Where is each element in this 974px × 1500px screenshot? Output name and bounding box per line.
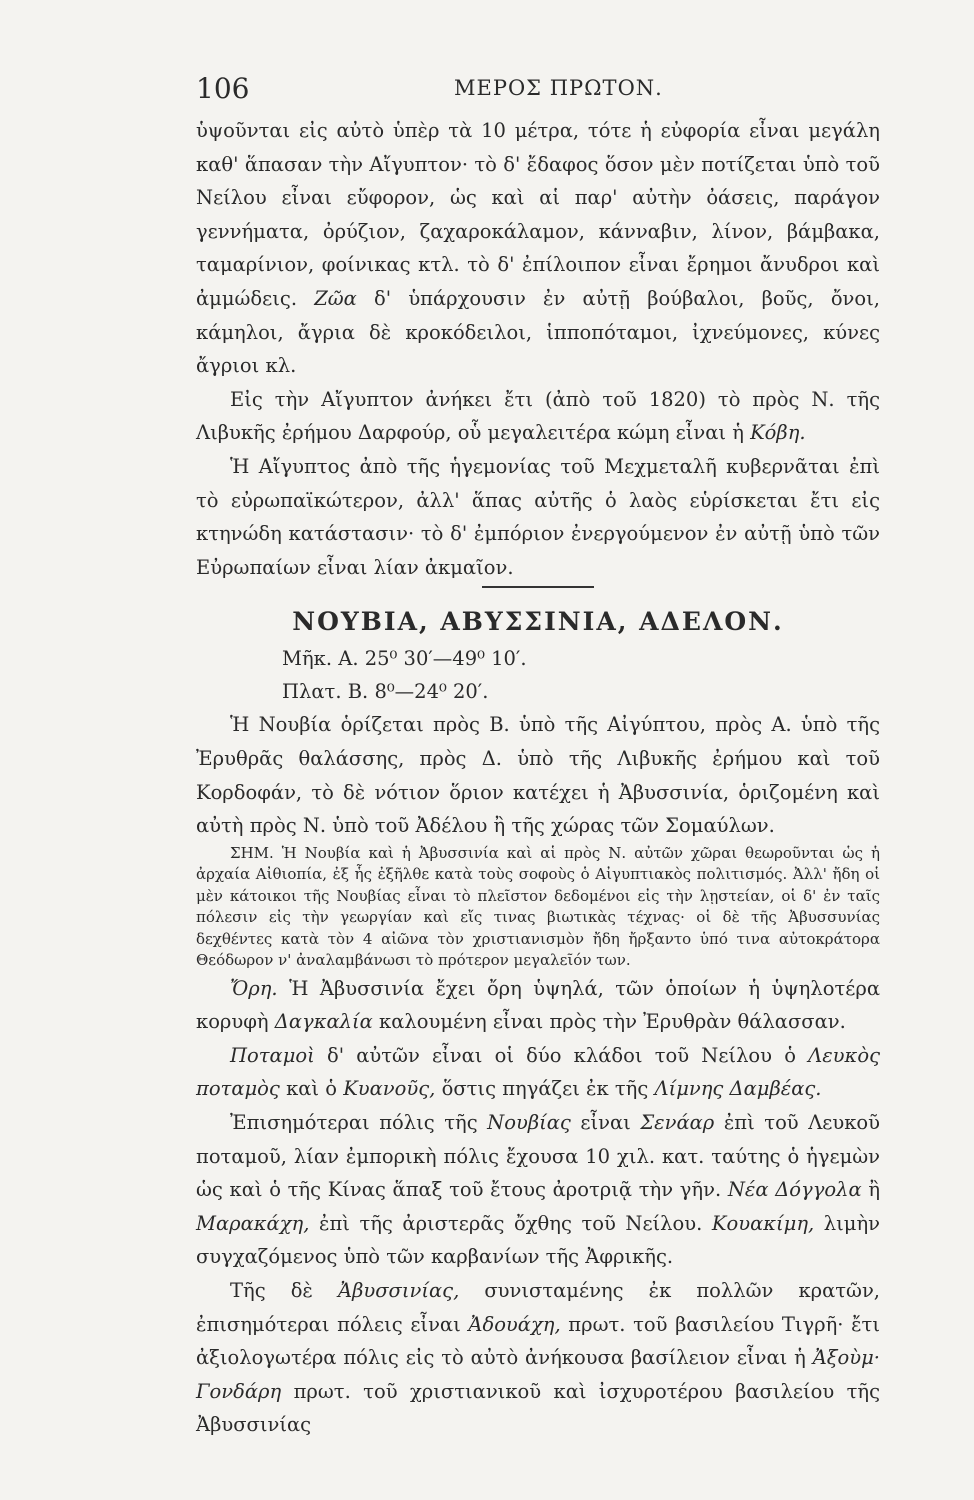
- section-divider: [482, 586, 594, 588]
- running-title: ΜΕΡΟΣ ΠΡΩΤΟΝ.: [454, 76, 663, 100]
- latitude-line: Πλατ. Β. 8⁰—24⁰ 20′.: [282, 680, 489, 704]
- paragraph: ὑψοῦνται εἰς αὐτὸ ὑπὲρ τὰ 10 μέτρα, τότε ἡ εὐφορία εἶναι μεγάλη καθ' ἅπασαν τὴν Αἴγυπτον· τὸ δ' ἔδαφος ὅσον μὲν ποτίζεται ὑπὸ τοῦ Νείλου εἶναι εὔφορον, ὡς καὶ αἱ παρ' αὐτὴν ὀάσεις, παράγον γεννήματα, ὀρύζιον, ζαχαροκάλαμον, κάνναβιν, λίνον, βάμβακα, ταμαρίνιον, φοίνικας κτλ. τὸ δ' ἐπίλοιπον εἶναι ἔρημοι ἄνυδροι καὶ ἀμμώδεις. Ζῶα δ' ὑπάρχουσιν ἐν αὐτῇ βούβαλοι, βοῦς, ὄνοι, κάμηλοι, ἄγρια δὲ κροκόδειλοι, ἱπποπόταμοι, ἰχνεύμονες, κύνες ἄγριοι κλ.: [196, 119, 880, 378]
- paragraph: Ὄρη. Ἡ Ἀβυσσινία ἔχει ὄρη ὑψηλά, τῶν ὁποίων ἡ ὑψηλοτέρα κορυφὴ Δαγκαλία καλουμένη εἶναι πρὸς τὴν Ἐρυθρὰν θάλασσαν.: [196, 976, 880, 1034]
- paragraph: Ἡ Νουβία ὁρίζεται πρὸς Β. ὑπὸ τῆς Αἰγύπτου, πρὸς Α. ὑπὸ τῆς Ἐρυθρᾶς θαλάσσης, πρὸς Δ. ὑπὸ τῆς Λιβυκῆς ἐρήμου καὶ τοῦ Κορδοφάν, τὸ δὲ νότιον ὅριον κατέχει ἡ Ἀβυσσινία, ὁριζομένη καὶ αὐτὴ πρὸς Ν. ὑπὸ τοῦ Ἀδέλου ἢ τῆς χώρας τῶν Σομαύλων.: [196, 713, 880, 838]
- section-heading: ΝΟΥΒΙΑ, ΑΒΥΣΣΙΝΙΑ, ΑΔΕΛΟΝ.: [292, 607, 784, 637]
- longitude-line: Μῆκ. Α. 25⁰ 30′—49⁰ 10′.: [282, 647, 527, 671]
- paragraph: Ἡ Αἴγυπτος ἀπὸ τῆς ἡγεμονίας τοῦ Μεχμεταλῆ κυβερνᾶται ἐπὶ τὸ εὐρωπαϊκώτερον, ἀλλ' ἅπας αὐτῆς ὁ λαὸς εὑρίσκεται ἔτι εἰς κτηνώδη κατάστασιν· τὸ δ' ἐμπόριον ἐνεργούμενον ἐν αὐτῇ ὑπὸ τῶν Εὐρωπαίων εἶναι λίαν ἀκμαῖον.: [196, 454, 880, 579]
- paragraph: Ἐπισημότεραι πόλις τῆς Νουβίας εἶναι Σενάαρ ἐπὶ τοῦ Λευκοῦ ποταμοῦ, λίαν ἐμπορικὴ πόλις ἔχουσα 10 χιλ. κατ. ταύτης ὁ ἡγεμὼν ὡς καὶ ὁ τῆς Κίνας ἅπαξ τοῦ ἔτους ἀροτριᾷ τὴν γῆν. Νέα Δόγγολα ἢ Μαρακάχη, ἐπὶ τῆς ἀριστερᾶς ὄχθης τοῦ Νείλου. Κουακίμη, λιμὴν συγχαζόμενος ὑπὸ τῶν καρβανίων τῆς Ἀφρικῆς.: [196, 1111, 881, 1269]
- page-body: [196, 114, 880, 1442]
- page-number: 106: [196, 72, 250, 105]
- paragraph: Τῆς δὲ Ἀβυσσινίας, συνισταμένης ἐκ πολλῶν κρατῶν, ἐπισημότεραι πόλεις εἶναι Ἀδουάχη, πρωτ. τοῦ βασιλείου Τιγρῆ· ἔτι ἀξιολογωτέρα πόλις εἰς τὸ αὐτὸ ἀνήκουσα βασίλειον εἶναι ἡ Ἀξοὺμ· Γονδάρη πρωτ. τοῦ χριστιανικοῦ καὶ ἰσχυροτέρου βασιλείου τῆς Ἀβυσσινίας: [196, 1279, 881, 1437]
- paragraph: Εἰς τὴν Αἴγυπτον ἀνήκει ἔτι (ἀπὸ τοῦ 1820) τὸ πρὸς Ν. τῆς Λιβυκῆς ἐρήμου Δαρφούρ, οὗ μεγαλειτέρα κώμη εἶναι ἡ Κόβη.: [196, 387, 880, 445]
- paragraph: Ποταμοὶ δ' αὐτῶν εἶναι οἱ δύο κλάδοι τοῦ Νείλου ὁ Λευκὸς ποταμὸς καὶ ὁ Κυανοῦς, ὅστις πηγάζει ἐκ τῆς Λίμνης Δαμβέας.: [196, 1043, 880, 1101]
- footnote: ΣΗΜ. Ἡ Νουβία καὶ ἡ Ἀβυσσινία καὶ αἱ πρὸς Ν. αὐτῶν χῶραι θεωροῦνται ὡς ἡ ἀρχαία Αἰθιοπία, ἐξ ἧς ἐξῆλθε κατὰ τοὺς σοφοὺς ὁ Αἰγυπτιακὸς πολιτισμός. Ἀλλ' ἤδη οἱ μὲν κάτοικοι τῆς Νουβίας εἶναι τὸ πλεῖστον δεδομένοι εἰς τὴν λῃστείαν, οἱ δ' ἐν ταῖς πόλεσιν εἰς τὴν γεωργίαν καὶ εἴς τινας βιωτικὰς τέχνας· οἱ δὲ τῆς Ἀβυσσυνίας δεχθέντες κατὰ τὸν 4 αἰῶνα τὸν χριστιανισμὸν ἤδη ἤρξαντο ὑπό τινα αὐτοκράτορα Θεόδωρον ν' ἀναλαμβάνωσι τὸ πρότερον μεγαλεῖόν των.: [196, 843, 880, 970]
- page-header: [196, 72, 882, 108]
